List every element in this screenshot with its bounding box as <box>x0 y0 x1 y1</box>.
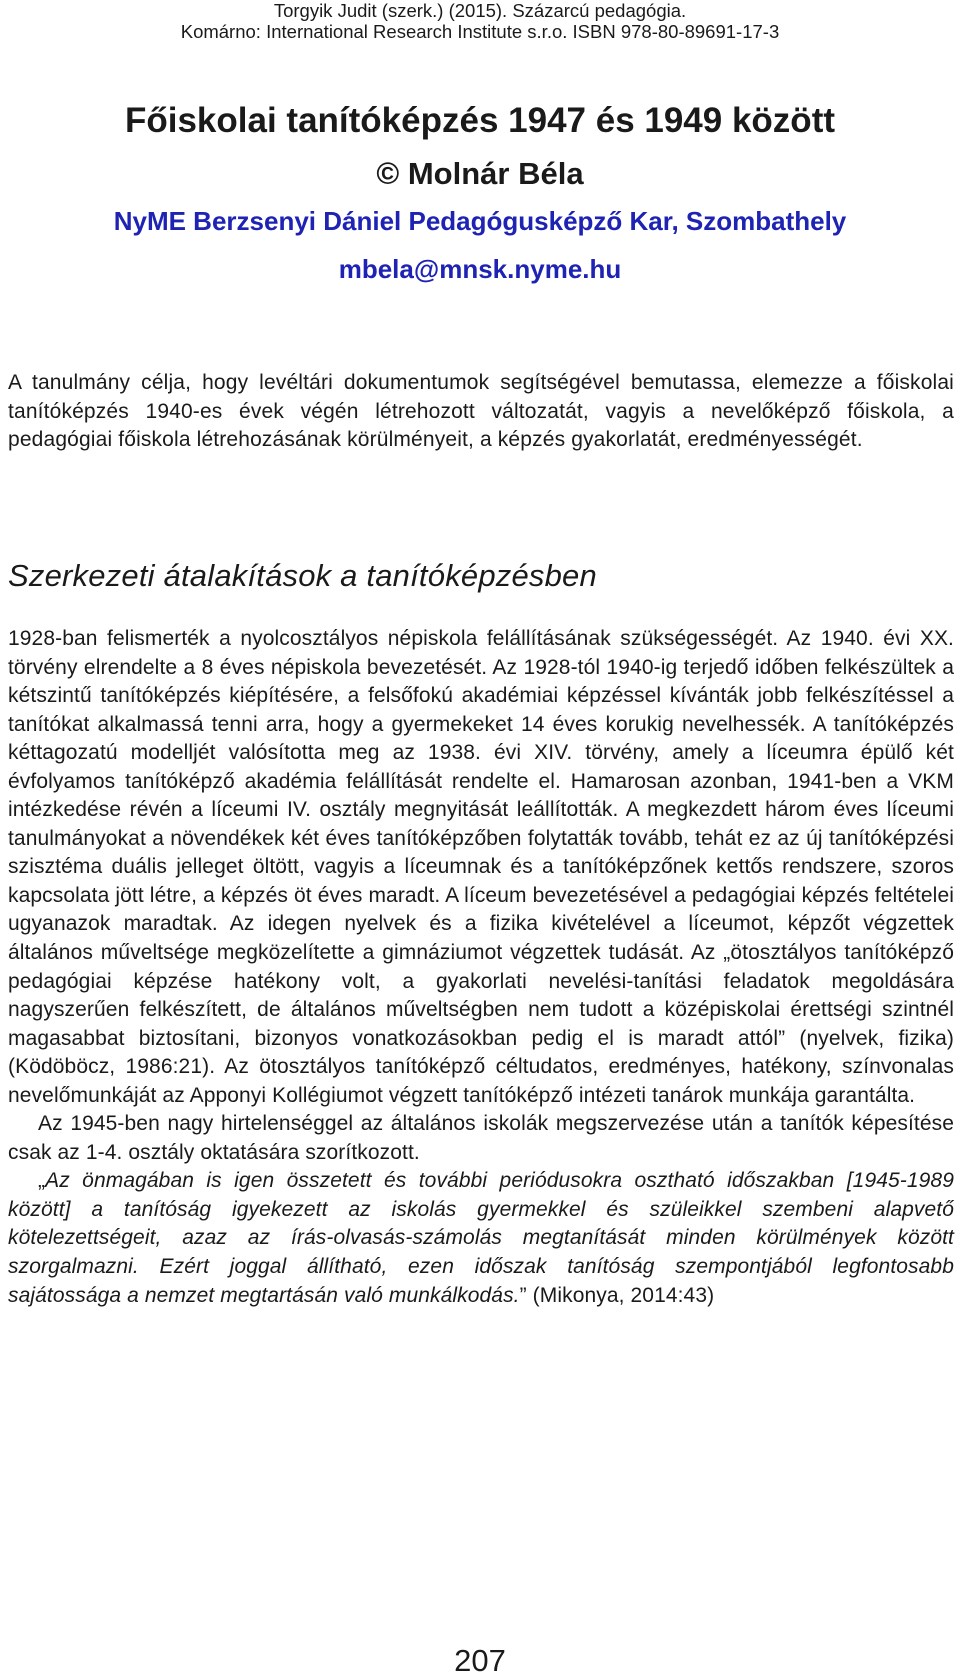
author-name: © Molnár Béla <box>376 156 584 191</box>
quote-open-mark: „ <box>38 1169 46 1193</box>
abstract-paragraph: A tanulmány célja, hogy levéltári dokumentumok segítségével bemutassa, elemezze a főiskolai tanítóképzés 1940-es évek végén létrehozott változatát, vagyis a nevelőképző főiskola, a pedagógiai főiskola létrehozásának körülményeit, a képzés gyakorlatát, eredményességét. <box>8 371 954 451</box>
header-citation-line: Torgyik Judit (szerk.) (2015). Százarcú pedagógia. <box>273 0 687 21</box>
quote-citation: ” (Mikonya, 2014:43) <box>519 1283 715 1307</box>
quote-text: Az önmagában is igen összetett és további periódusokra osztható időszakban [1945-1989 között] a tanítóság igyekezett az iskolás gyermekkel és szüleikkel szembeni alapvető kötelezettségeit, azaz az írás-olvasás-számolás megtanítását minden körülmények között szorgalmazni. Ezért joggal állítható, ezen időszak tanítóság szempontjából legfontosabb sajátossága a nemzet megtartásán való munkálkodás. <box>8 1169 954 1307</box>
section-body <box>8 625 954 1310</box>
body-paragraph: 1928-ban felismerték a nyolcosztályos népiskola felállításának szükségességét. Az 1940. évi XX. törvény elrendelte a 8 éves népiskola bevezetését. Az 1928-tól 1940-ig terjedő időben felkészültek a kétszintű tanítóképzés kiépítésére, a felsőfokú akadémiai képzéssel kívánták jobb felkészítéssel a tanítókat alkalmassá tenni arra, hogy a gyermekeket 14 éves korukig nevelhessék. A tanítóképzés kéttagozatú modelljét valósította meg az 1938. évi XIV. törvény, amely a líceumra épülő két évfolyamos tanítóképző akadémia felállítását rendelte el. Hamarosan azonban, 1941-ben a VKM intézkedése révén a líceumi IV. osztály megnyitását leállították. A megkezdett három éves líceumi tanulmányokat a növendékek két éves tanítóképzőben folytatták tovább, tehát ez az új tanítóképzési szisztéma duális jelleget öltött, vagyis a líceumnak és a tanítóképzőnek kettős rendszere, szoros kapcsolata jött létre, a képzés öt éves maradt. A líceum bevezetésével a pedagógiai képzés feltételei ugyanazok maradtak. Az idegen nyelvek és a fizika kivételével a líceumot, képzőt végzettek általános műveltsége megközelítette a gimnáziumot végzettek tudását. Az „ötosztályos tanítóképző pedagógiai képzése hatékony volt, a gyakorlati nevelési-tanítási feladatok megoldására nagyszerűen felkészített, de általános műveltségben nem tudott a középiskolai érettségi szintnél magasabbat biztosítani, bizonyos vonatkozásokban pedig el is maradt attól” (nyelvek, fizika) (Ködöböcz, 1986:21). Az ötosztályos tanítóképző céltudatos, eredményes, hatékony, színvonalas nevelőmunkáját az Apponyi Kollégiumot végzett tanítóképző intézeti tanárok munkája garantálta. <box>8 627 954 1107</box>
page-number: 207 <box>454 1643 506 1678</box>
body-paragraph: Az 1945-ben nagy hirtelenséggel az általános iskolák megszervezése után a tanítók képesítése csak az 1-4. osztály oktatására szorítkozott. <box>8 1112 954 1164</box>
section-heading: Szerkezeti átalakítások a tanítóképzésben <box>8 558 597 593</box>
header-publisher-line: Komárno: International Research Institute s.r.o. ISBN 978-80-89691-17-3 <box>180 21 780 42</box>
paper-title: Főiskolai tanítóképzés 1947 és 1949 között <box>124 101 835 140</box>
quote-paragraph <box>8 1167 954 1310</box>
title-block <box>0 100 960 286</box>
author-email[interactable]: mbela@mnsk.nyme.hu <box>338 254 622 284</box>
running-header <box>0 0 960 42</box>
author-affiliation: NyME Berzsenyi Dániel Pedagógusképző Kar, Szombathely <box>113 206 847 236</box>
